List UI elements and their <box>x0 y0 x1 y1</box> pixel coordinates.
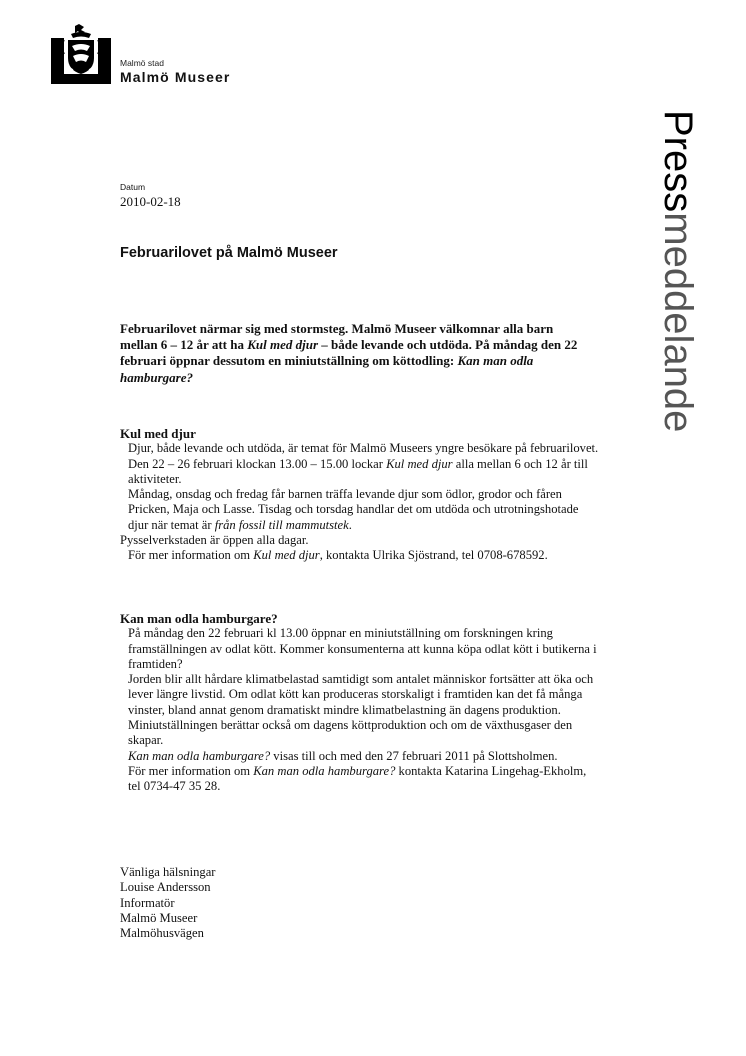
signer-org: Malmö Museer <box>120 910 198 925</box>
press-release-label <box>655 110 705 550</box>
text: För mer information om <box>128 548 254 563</box>
paragraph <box>120 487 600 533</box>
paragraph: Jorden blir allt hårdare klimatbelastad samtidigt som antalet människor fortsätter att öka och lever längre livstid. Om odlat kött kan produceras storskaligt i framtiden kan det få många vinster, bland annat genom dramatiskt mindre klimatbelastning än dagens produktion. Miniutställningen berättar också om dagens köttproduktion och om de växthusgaser den skapar. <box>128 672 594 748</box>
org-name: Malmö Museer <box>120 69 231 85</box>
italic-text: Kan man odla hamburgare? <box>253 763 396 778</box>
paragraph: Pysselverkstaden är öppen alla dagar. <box>120 533 309 548</box>
text: visas till och med den 27 februari 2011 på Slottsholmen. <box>270 748 558 763</box>
paragraph: På måndag den 22 februari kl 13.00 öppnar en miniutställning om forskningen kring framställningen av odlat kött. Kommer konsumenterna att kunna köpa odlat kött i butikerna i framtiden? <box>128 626 597 671</box>
signer-role: Informatör <box>120 895 175 910</box>
paragraph <box>120 548 600 563</box>
paragraph <box>120 441 600 487</box>
text: alla mellan 6 och 12 år till aktiviteter. <box>128 456 588 486</box>
text: kontakta Katarina Lingehag-Ekholm, tel 0734-47 35 28. <box>128 763 587 794</box>
organization-name <box>120 58 230 85</box>
meddelande-label-part: meddelande <box>656 212 700 433</box>
org-city: Malmö stad <box>120 58 164 68</box>
paragraph <box>120 764 600 795</box>
intro-italic: Kan man odla hamburgare? <box>120 353 534 385</box>
intro-paragraph <box>120 321 590 386</box>
greeting: Vänliga hälsningar <box>120 865 216 879</box>
signer-name: Louise Andersson <box>120 880 211 895</box>
malmo-coat-of-arms-icon <box>51 24 111 84</box>
date-value: 2010-02-18 <box>120 194 181 209</box>
italic-text: från fossil till mammutstek <box>214 517 349 532</box>
text: . <box>348 517 352 532</box>
section-kul-med-djur <box>120 426 600 564</box>
date-label: Datum <box>120 182 146 192</box>
signature-block <box>120 865 215 941</box>
text: Måndag, onsdag och fredag får barnen träffa levande djur som ödlor, grodor och fåren Pricken, Maja och Lasse. Tisdag och torsdag handlar det om utdöda och utrotningshotade djur när temat är <box>128 487 579 532</box>
intro-italic: Kul med djur <box>247 337 319 353</box>
text: Djur, både levande och utdöda, är temat för Malmö Museers yngre besökare på februarilovet. Den 22 – 26 februari klockan 13.00 – 15.00 lockar <box>128 441 599 471</box>
press-label-part: Press <box>656 110 700 213</box>
section-heading: Kan man odla hamburgare? <box>120 611 278 626</box>
intro-text: – både levande och utdöda. På måndag den 22 februari öppnar dessutom en miniutställning om köttodling: <box>120 337 578 369</box>
paragraph <box>120 749 600 764</box>
signer-address: Malmöhusvägen <box>120 926 204 941</box>
text: , kontakta Ulrika Sjöstrand, tel 0708-678592. <box>319 548 548 563</box>
svg-text:Pressmeddelande <box>656 110 700 432</box>
section-kan-man-odla-hamburgare <box>120 611 600 795</box>
italic-text: Kan man odla hamburgare? <box>128 748 271 763</box>
text: För mer information om <box>128 763 254 778</box>
intro-text: Februarilovet närmar sig med stormsteg. Malmö Museer välkomnar alla barn mellan 6 – 12 år att ha <box>120 321 554 353</box>
page-title: Februarilovet på Malmö Museer <box>120 245 338 261</box>
section-heading: Kul med djur <box>120 426 196 441</box>
italic-text: Kul med djur <box>253 548 320 563</box>
italic-text: Kul med djur <box>386 456 453 471</box>
